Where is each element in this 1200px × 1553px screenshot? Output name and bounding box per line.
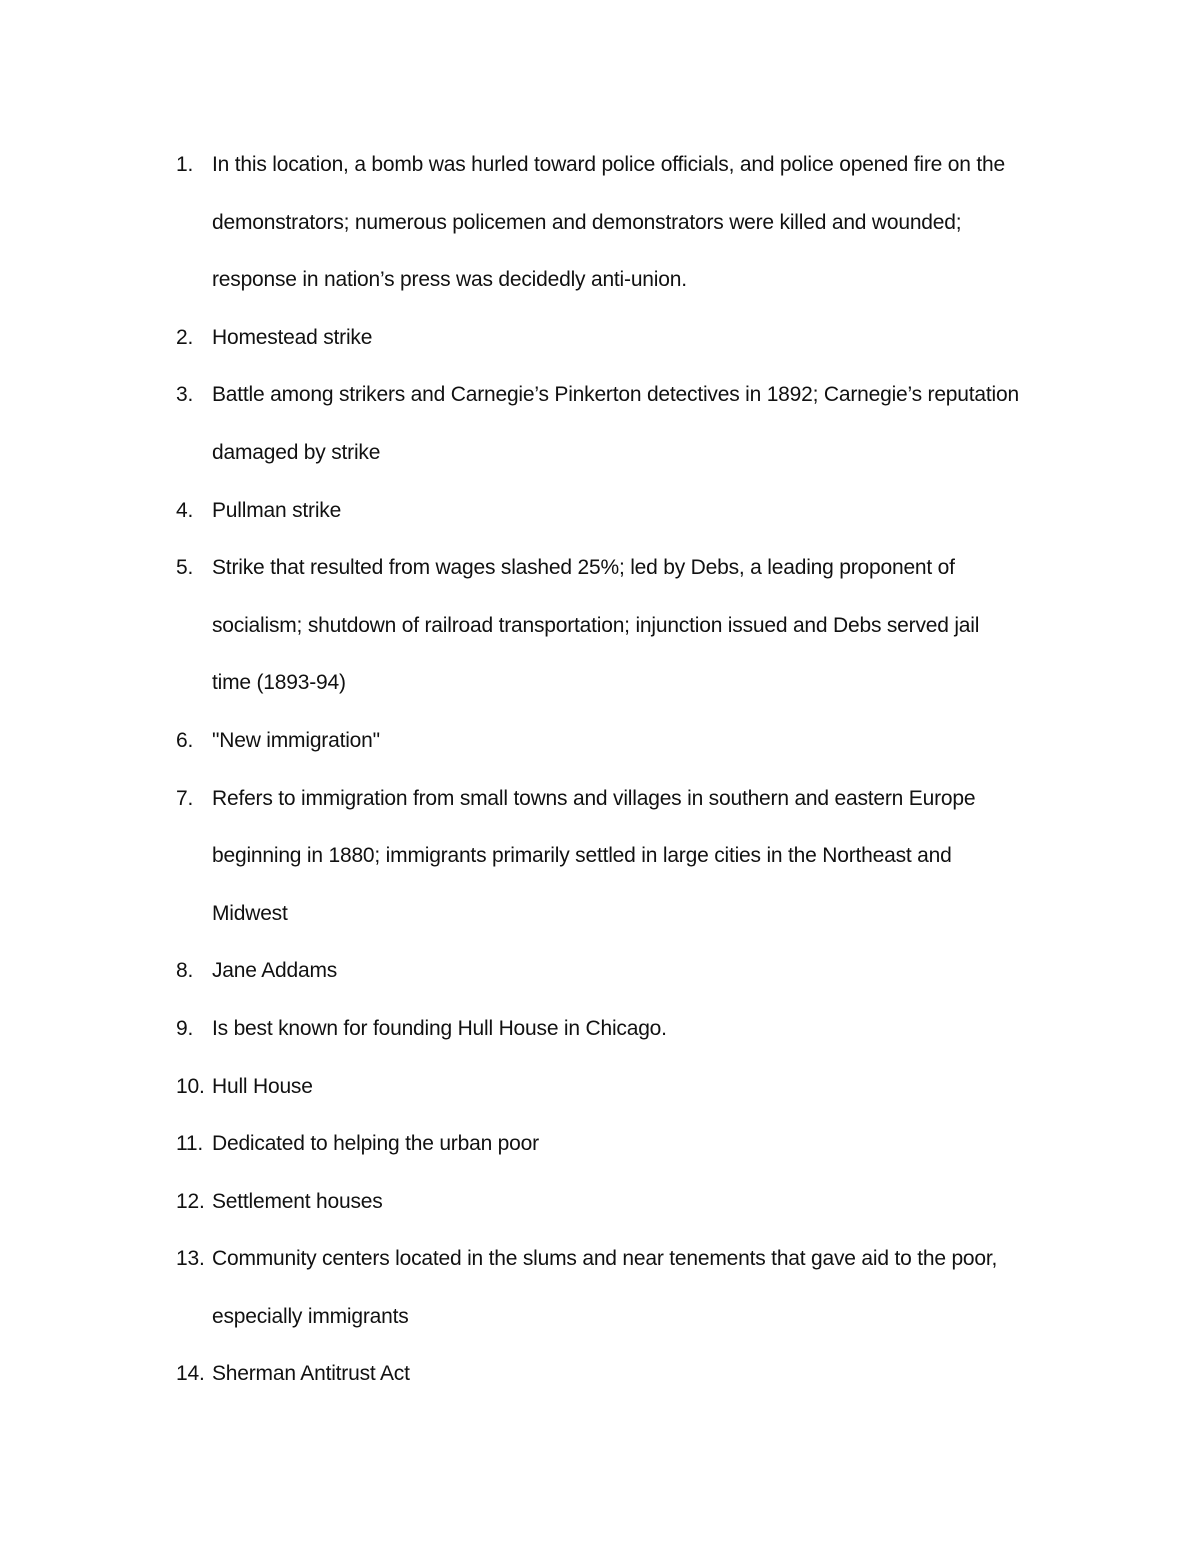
item-number: 13. [176,1247,205,1271]
numbered-list [176,136,1076,1403]
item-text: Battle among strikers and Carnegie’s Pinkerton detectives in 1892; Carnegie’s reputation damaged by strike [212,383,1019,464]
item-number: 3. [176,383,194,407]
item-number: 11. [176,1132,204,1156]
list-item [176,1058,1076,1116]
item-number: 1. [176,153,194,176]
list-item [176,136,1076,309]
item-text: Is best known for founding Hull House in Chicago. [212,1016,667,1040]
list-item [176,309,1076,367]
list-item [176,942,1076,1000]
item-text: Community centers located in the slums and near tenements that gave aid to the poor, especially immigrants [212,1247,998,1328]
list-item [176,539,1076,712]
list-item [176,1173,1076,1231]
item-number: 9. [176,1016,194,1040]
item-number: 14. [176,1362,205,1386]
item-text: Jane Addams [212,959,338,983]
item-text: Dedicated to helping the urban poor [212,1132,539,1156]
item-text: Homestead strike [212,325,373,349]
list-item [176,1230,1076,1345]
item-number: 8. [176,959,194,983]
list-item [176,712,1076,770]
item-text: In this location, a bomb was hurled toward police officials, and police opened fire on the demonstrators; numerous policemen and demonstrators were killed and wounded; response in nation’s press was decidedly anti-union. [212,153,1005,292]
list-item [176,482,1076,540]
item-number: 2. [176,325,194,349]
item-number: 5. [176,556,194,580]
item-number: 6. [176,728,194,752]
item-text: Strike that resulted from wages slashed 25%; led by Debs, a leading proponent of socialism; shutdown of railroad transportation; injunction issued and Debs served jail time (1893-94) [212,556,980,695]
item-text: Pullman strike [212,498,342,522]
item-text: Settlement houses [212,1189,383,1213]
list-item [176,1115,1076,1173]
item-text: Sherman Antitrust Act [212,1362,410,1386]
item-text: Hull House [212,1074,313,1098]
item-number: 4. [176,498,194,522]
list-item [176,366,1076,481]
item-text: "New immigration" [212,728,380,752]
list-item [176,770,1076,943]
item-number: 12. [176,1189,205,1213]
list-item [176,1000,1076,1058]
item-text: Refers to immigration from small towns and villages in southern and eastern Europe beginning in 1880; immigrants primarily settled in large cities in the Northeast and Midwest [212,786,976,925]
list-item [176,1345,1076,1403]
item-number: 10. [176,1074,205,1098]
item-number: 7. [176,786,194,810]
